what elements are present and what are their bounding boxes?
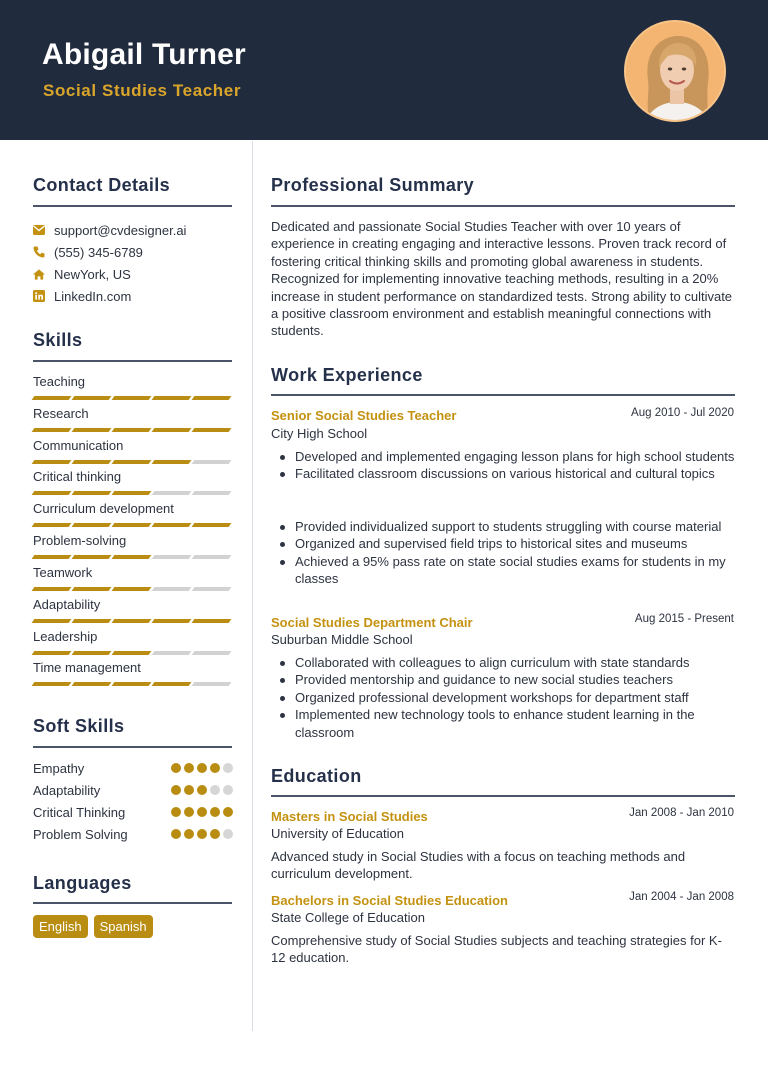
portrait-illustration <box>626 22 726 122</box>
skill-row <box>33 468 233 495</box>
degree-dates: Jan 2008 - Jan 2010 <box>629 807 734 819</box>
contact-phone[interactable] <box>33 243 143 261</box>
skill-level-segment <box>32 491 72 495</box>
skill-level-segment <box>152 491 192 495</box>
list-item: Provided mentorship and guidance to new social studies teachers <box>277 671 735 688</box>
contact-phone-text: (555) 345-6789 <box>54 244 143 260</box>
skill-level-segment <box>192 396 232 400</box>
skill-name: Teamwork <box>33 565 93 580</box>
skill-row <box>33 373 233 400</box>
soft-skill-rating <box>171 763 233 773</box>
skill-row <box>33 532 233 559</box>
job-dates: Aug 2010 - Jul 2020 <box>631 407 734 419</box>
skill-level-segment <box>32 396 72 400</box>
skill-level-segment <box>32 619 72 623</box>
job-employer: Suburban Middle School <box>271 632 413 647</box>
skill-level-segment <box>72 651 112 655</box>
skill-name: Critical thinking <box>33 469 122 484</box>
skill-level-segment <box>192 460 232 464</box>
skill-level-segment <box>192 555 232 559</box>
school-name: University of Education <box>271 826 404 841</box>
skill-level-segment <box>152 587 192 591</box>
skill-name: Teaching <box>33 374 86 389</box>
contact-linkedin-text: LinkedIn.com <box>54 288 132 304</box>
skill-level-segment <box>152 460 192 464</box>
skill-level-segment <box>152 523 192 527</box>
skill-level-segment <box>72 555 112 559</box>
experience-rule <box>271 394 735 396</box>
skill-level-segment <box>72 682 112 686</box>
home-icon <box>33 268 45 280</box>
rating-dot <box>184 785 194 795</box>
soft-skill-name: Critical Thinking <box>33 804 126 820</box>
skill-level-segment <box>32 523 72 527</box>
skill-name: Research <box>33 406 89 421</box>
skill-row <box>33 659 233 686</box>
degree-description: Comprehensive study of Social Studies subjects and teaching strategies for K-12 education. <box>271 933 722 966</box>
languages-heading: Languages <box>33 873 132 893</box>
rating-dot <box>223 807 233 817</box>
summary-rule <box>271 205 735 207</box>
profile-photo <box>624 20 726 122</box>
soft-skill-rating <box>171 785 233 795</box>
summary-text: Dedicated and passionate Social Studies Teacher with over 10 years of experience in creating engaging and interactive lessons. Proven track record of fostering critical thinking skills and promoting global awareness in students. Recognized for implementing innovative teaching methods, resulting in a 20% increase in student performance on standardized tests. Strong ability to cultivate a positive classroom environment and establish meaningful connections with students. <box>271 219 733 339</box>
experience-heading: Work Experience <box>271 365 423 385</box>
skill-level-segment <box>72 491 112 495</box>
contact-heading: Contact Details <box>33 175 171 195</box>
skill-level-bar <box>33 587 233 591</box>
soft-skill-name: Adaptability <box>33 782 101 798</box>
school-name: State College of Education <box>271 910 425 925</box>
rating-dot <box>171 807 181 817</box>
skill-level-segment <box>112 682 152 686</box>
skill-level-segment <box>32 428 72 432</box>
rating-dot <box>184 763 194 773</box>
skill-level-segment <box>152 651 192 655</box>
soft-skill-row <box>33 781 233 799</box>
skill-level-segment <box>112 555 152 559</box>
skill-level-segment <box>72 587 112 591</box>
skill-level-segment <box>192 491 232 495</box>
list-item: Developed and implemented engaging lesson plans for high school students <box>277 448 735 465</box>
skill-level-segment <box>192 523 232 527</box>
summary-heading: Professional Summary <box>271 175 475 195</box>
rating-dot <box>171 829 181 839</box>
soft-skill-name: Empathy <box>33 760 85 776</box>
skill-level-segment <box>72 396 112 400</box>
skill-level-segment <box>112 460 152 464</box>
job-bullets <box>277 518 735 588</box>
list-item: Collaborated with colleagues to align curriculum with state standards <box>277 654 735 671</box>
skill-level-segment <box>72 428 112 432</box>
skill-level-segment <box>112 491 152 495</box>
skill-level-segment <box>152 682 192 686</box>
soft-skill-rating <box>171 829 233 839</box>
soft-skill-name: Problem Solving <box>33 826 128 842</box>
contact-location <box>33 265 131 283</box>
soft-skill-rating <box>171 807 233 817</box>
skill-level-bar <box>33 491 233 495</box>
skill-level-segment <box>112 619 152 623</box>
skill-row <box>33 500 233 527</box>
rating-dot <box>197 807 207 817</box>
rating-dot <box>210 807 220 817</box>
contact-linkedin[interactable] <box>33 287 131 305</box>
skill-row <box>33 405 233 432</box>
job-dates: Aug 2015 - Present <box>634 613 734 625</box>
skill-level-segment <box>152 555 192 559</box>
phone-icon <box>33 246 45 258</box>
candidate-name: Abigail Turner <box>42 38 246 71</box>
rating-dot <box>223 829 233 839</box>
languages-rule <box>33 902 232 904</box>
list-item: Facilitated classroom discussions on various historical and cultural topics <box>277 465 735 482</box>
rating-dot <box>184 829 194 839</box>
job-position: Senior Social Studies Teacher <box>271 408 457 423</box>
skill-level-segment <box>32 587 72 591</box>
language-tag: Spanish <box>94 915 153 938</box>
skill-level-segment <box>72 523 112 527</box>
skill-level-segment <box>112 396 152 400</box>
envelope-icon <box>33 224 45 236</box>
list-item: Implemented new technology tools to enhance student learning in the classroom <box>277 706 735 741</box>
skill-level-segment <box>112 587 152 591</box>
skill-level-bar <box>33 682 233 686</box>
rating-dot <box>223 763 233 773</box>
skill-level-bar <box>33 523 233 527</box>
skill-name: Problem-solving <box>33 533 127 548</box>
skill-level-segment <box>32 682 72 686</box>
skill-level-bar <box>33 396 233 400</box>
skill-name: Time management <box>33 660 141 675</box>
skill-row <box>33 628 233 655</box>
skill-level-segment <box>32 460 72 464</box>
skill-level-segment <box>152 396 192 400</box>
skill-level-bar <box>33 460 233 464</box>
skill-level-segment <box>192 619 232 623</box>
contact-email-text: support@cvdesigner.ai <box>54 222 187 238</box>
skill-level-segment <box>72 619 112 623</box>
soft-skills-rule <box>33 746 232 748</box>
job-bullets <box>277 654 735 741</box>
skill-level-segment <box>192 651 232 655</box>
skill-level-segment <box>192 682 232 686</box>
rating-dot <box>171 763 181 773</box>
skill-name: Adaptability <box>33 597 101 612</box>
linkedin-icon <box>33 290 45 302</box>
skill-level-segment <box>112 523 152 527</box>
degree-dates: Jan 2004 - Jan 2008 <box>629 891 734 903</box>
soft-skill-row <box>33 803 233 821</box>
rating-dot <box>210 829 220 839</box>
contact-rule <box>33 205 232 207</box>
soft-skill-row <box>33 759 233 777</box>
skill-level-segment <box>192 587 232 591</box>
language-tag: English <box>33 915 88 938</box>
contact-location-text: NewYork, US <box>54 266 131 282</box>
job-bullets <box>277 448 735 483</box>
rating-dot <box>184 807 194 817</box>
rating-dot <box>210 785 220 795</box>
skill-level-bar <box>33 428 233 432</box>
list-item: Achieved a 95% pass rate on state social studies exams for students in my classes <box>277 553 735 588</box>
soft-skill-row <box>33 825 233 843</box>
job-title-headline: Social Studies Teacher <box>43 81 242 100</box>
education-heading: Education <box>271 766 362 786</box>
list-item: Organized professional development workshops for department staff <box>277 689 735 706</box>
skills-rule <box>33 360 232 362</box>
degree-description: Advanced study in Social Studies with a focus on teaching methods and curriculum development. <box>271 849 686 882</box>
skill-level-bar <box>33 555 233 559</box>
skill-level-segment <box>72 460 112 464</box>
resume-header <box>0 0 768 140</box>
rating-dot <box>210 763 220 773</box>
skill-level-segment <box>112 651 152 655</box>
skill-level-segment <box>112 428 152 432</box>
list-item: Organized and supervised field trips to historical sites and museums <box>277 535 735 552</box>
skill-row <box>33 596 233 623</box>
job-position: Social Studies Department Chair <box>271 615 473 630</box>
column-divider <box>252 141 253 1031</box>
skill-level-segment <box>32 651 72 655</box>
skill-name: Leadership <box>33 629 98 644</box>
soft-skills-heading: Soft Skills <box>33 716 125 736</box>
skill-row <box>33 564 233 591</box>
degree-title: Masters in Social Studies <box>271 809 428 824</box>
skill-row <box>33 437 233 464</box>
rating-dot <box>197 763 207 773</box>
skill-level-segment <box>152 428 192 432</box>
rating-dot <box>223 785 233 795</box>
rating-dot <box>171 785 181 795</box>
skills-heading: Skills <box>33 330 83 350</box>
skill-name: Communication <box>33 438 124 453</box>
rating-dot <box>197 829 207 839</box>
skill-level-segment <box>32 555 72 559</box>
skill-name: Curriculum development <box>33 501 174 516</box>
skill-level-bar <box>33 619 233 623</box>
skill-level-bar <box>33 651 233 655</box>
job-employer: City High School <box>271 426 368 441</box>
rating-dot <box>197 785 207 795</box>
skill-level-segment <box>192 428 232 432</box>
contact-email[interactable] <box>33 221 186 239</box>
list-item: Provided individualized support to students struggling with course material <box>277 518 735 535</box>
skill-level-segment <box>152 619 192 623</box>
education-rule <box>271 795 735 797</box>
languages-list <box>33 915 153 938</box>
degree-title: Bachelors in Social Studies Education <box>271 893 508 908</box>
